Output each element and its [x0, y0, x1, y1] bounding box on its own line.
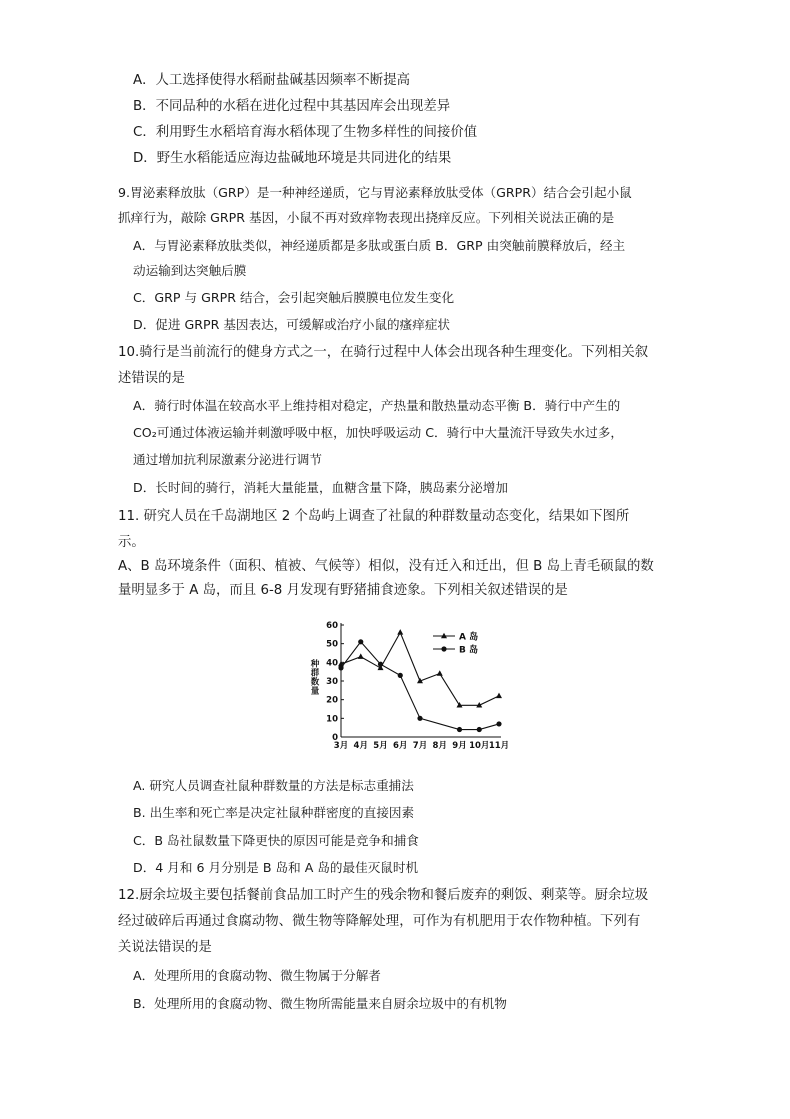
x-tick-label: 8月 — [432, 741, 447, 751]
plot-area — [326, 621, 509, 751]
y-tick-label: 10 — [326, 714, 338, 725]
q8-option-d: D．野生水稻能适应海边盐碱地环境是共同进化的结果 — [133, 151, 452, 166]
data-point-circle — [358, 639, 363, 644]
data-point-circle — [417, 716, 422, 721]
q10-option-d: D．长时间的骑行，消耗大量能量，血糖含量下降，胰岛素分泌增加 — [133, 480, 508, 495]
y-tick-label: 30 — [326, 677, 338, 687]
q10-option-bc: CO₂可通过体液运输并刺激呼吸中枢，加快呼吸运动 C．骑行中大量流汗导致失水过多， — [133, 425, 623, 440]
q11-stem-line-2: 示。 — [118, 535, 145, 550]
q11-stem-line-3: A、B 岛环境条件（面积、植被、气候等）相似，没有迁入和迁出，但 B 岛上青毛硕鼠的数 — [118, 559, 654, 574]
y-tick-label: 60 — [326, 621, 338, 631]
q11-stem-line-4: 量明显多于 A 岛，而且 6-8 月发现有野猪捕食迹象。下列相关叙述错误的是 — [118, 583, 568, 598]
x-tick-label: 5月 — [373, 741, 388, 751]
y-tick-label: 20 — [326, 695, 338, 706]
x-tick-label: 4月 — [353, 741, 368, 751]
q11-option-d: D．4 月和 6 月分别是 B 岛和 A 岛的最佳灭鼠时机 — [133, 860, 419, 875]
q12-option-b: B．处理所用的食腐动物、微生物所需能量来自厨余垃圾中的有机物 — [133, 996, 507, 1011]
x-tick-label: 9月 — [452, 741, 467, 751]
q9-option-ab: A．与胃泌素释放肽类似，神经递质都是多肽或蛋白质 B．GRP 由突触前膜释放后，经主 — [133, 238, 626, 253]
q9-stem-line-2: 抓痒行为，敲除 GRPR 基因，小鼠不再对致痒物表现出挠痒反应。下列相关说法正确的是 — [118, 210, 615, 225]
q9-option-d: D．促进 GRPR 基因表达，可缓解或治疗小鼠的瘙痒症状 — [133, 317, 451, 332]
x-tick-label: 11月 — [488, 741, 510, 751]
q12-stem-line-1: 12.厨余垃圾主要包括餐前食品加工时产生的残余物和餐后废弃的剩饭、剩菜等。厨余垃圾 — [118, 888, 649, 903]
data-point-circle — [398, 673, 403, 678]
data-point-triangle — [397, 629, 403, 635]
legend-label: A 岛 — [459, 632, 479, 643]
data-point-triangle — [358, 653, 364, 659]
q8-option-c: C．利用野生水稻培育海水稻体现了生物多样性的间接价值 — [133, 125, 478, 140]
q11-option-a: A. 研究人员调查社鼠种群数量的方法是标志重捕法 — [133, 778, 414, 793]
data-point-circle — [378, 662, 383, 667]
q10-stem-line-1: 10.骑行是当前流行的健身方式之一，在骑行过程中人体会出现各种生理变化。下列相关叙 — [118, 345, 649, 360]
q8-option-a: A．人工选择使得水稻耐盐碱基因频率不断提高 — [133, 73, 410, 88]
q12-stem-line-2: 经过破碎后再通过食腐动物、微生物等降解处理，可作为有机肥用于农作物种植。下列有 — [118, 914, 641, 929]
q11-stem-line-1: 11. 研究人员在千岛湖地区 2 个岛屿上调查了社鼠的种群数量动态变化，结果如下图所 — [118, 509, 630, 524]
data-point-triangle — [437, 670, 443, 676]
data-point-circle — [496, 721, 501, 726]
data-point-circle — [338, 665, 343, 670]
legend-marker-circle — [441, 646, 446, 651]
q11-option-b: B. 出生率和死亡率是决定社鼠种群密度的直接因素 — [133, 805, 415, 820]
series-line-0 — [341, 632, 499, 705]
data-point-circle — [457, 727, 462, 732]
legend-label: B 岛 — [459, 645, 478, 656]
y-axis-label: 种群数量 — [309, 659, 319, 695]
data-point-triangle — [496, 693, 502, 699]
x-tick-label: 6月 — [393, 741, 408, 751]
q10-option-c-cont: 通过增加抗利尿激素分泌进行调节 — [133, 452, 322, 467]
y-tick-label: 50 — [326, 639, 338, 650]
q9-option-b-cont: 动运输到达突触后膜 — [133, 263, 247, 278]
q10-stem-line-2: 述错误的是 — [118, 371, 185, 386]
population-line-chart — [309, 617, 510, 757]
q9-stem-line-1: 9.胃泌素释放肽（GRP）是一种神经递质，它与胃泌素释放肽受体（GRPR）结合会引起小鼠 — [118, 185, 632, 200]
x-tick-label: 3月 — [333, 741, 349, 751]
q11-option-c: C．B 岛社鼠数量下降更快的原因可能是竞争和捕食 — [133, 833, 419, 848]
x-tick-label: 7月 — [412, 741, 428, 751]
q8-option-b: B．不同品种的水稻在进化过程中其基因库会出现差异 — [133, 99, 451, 114]
y-tick-label: 40 — [326, 658, 338, 669]
q12-option-a: A．处理所用的食腐动物、微生物属于分解者 — [133, 968, 381, 983]
q12-stem-line-3: 关说法错误的是 — [118, 940, 212, 955]
q10-option-ab: A．骑行时体温在较高水平上维持相对稳定，产热量和散热量动态平衡 B．骑行中产生的 — [133, 398, 621, 413]
data-point-circle — [477, 727, 482, 732]
q9-option-c: C．GRP 与 GRPR 结合，会引起突触后膜膜电位发生变化 — [133, 290, 455, 305]
x-tick-label: 10月 — [469, 741, 490, 751]
y-tick-label: 0 — [332, 733, 338, 743]
